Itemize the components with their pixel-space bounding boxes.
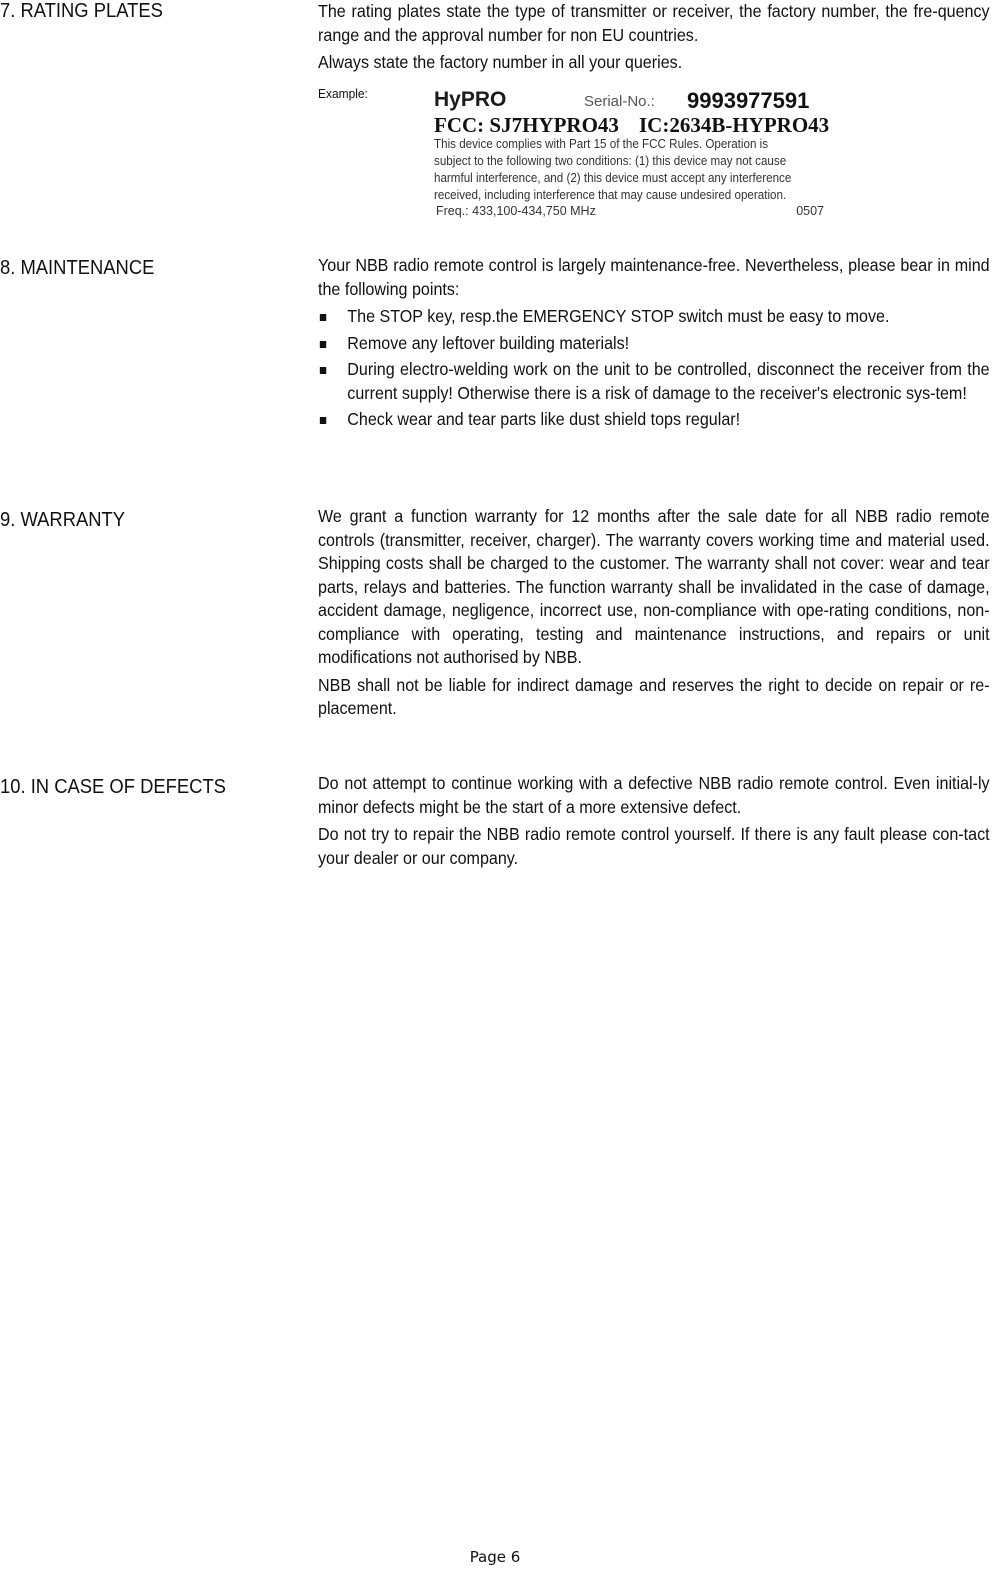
warranty-paragraph-1: We grant a function warranty for 12 months after the sale date for all NBB radio remote controls (transmitter, receiver, charger). The warranty covers working time and material used. Shipping costs shall be charged to the customer. The warranty shall not cover: wear and tear parts, relays and batteries. The function warranty shall be invalidated in the case of damage, accident damage, negligence, incorrect use, non-compliance with ope-rating conditions, non-compliance with operating, testing and maintenance instructions, and repairs or unit modifications not authorised by NBB. (318, 506, 990, 667)
defects-paragraph-1: Do not attempt to continue working with a defective NBB radio remote control. Even initial-ly minor defects might be the start of a more extensive defect. (318, 773, 990, 817)
maintenance-bullet-list (318, 305, 990, 432)
plate-serial-number: 9993977591 (687, 88, 810, 113)
heading-warranty: 9. WARRANTY (0, 509, 126, 531)
plate-compliance-line-3: harmful interference, and (2) this device must accept any interference (434, 171, 792, 185)
defects-paragraph-2: Do not try to repair the NBB radio remote control yourself. If there is any fault please con-tact your dealer or our company. (318, 824, 990, 868)
heading-rating-plates: 7. RATING PLATES (0, 0, 163, 22)
plate-compliance-line-2: subject to the following two conditions: (1) this device may not cause (434, 154, 787, 168)
maintenance-paragraph-1: Your NBB radio remote control is largely maintenance-free. Nevertheless, please bear in mind the following points: (318, 255, 990, 299)
plate-code: 0507 (796, 204, 824, 218)
plate-brand: HyPRO (434, 88, 507, 111)
square-bullet-icon (320, 314, 326, 321)
plate-fcc-id: FCC: SJ7HYPRO43 (434, 113, 619, 137)
rating-plates-paragraph-2: Always state the factory number in all your queries. (318, 52, 683, 72)
heading-maintenance: 8. MAINTENANCE (0, 257, 155, 279)
defects-body (318, 772, 990, 874)
plate-compliance-line-1: This device complies with Part 15 of the FCC Rules. Operation is (434, 137, 769, 151)
heading-in-case-of-defects: 10. IN CASE OF DEFECTS (0, 776, 226, 798)
plate-serial-label: Serial-No.: (584, 93, 655, 110)
maintenance-bullet-text: Remove any leftover building materials! (347, 332, 630, 353)
square-bullet-icon (320, 367, 326, 374)
page-number: Page 6 (469, 1548, 521, 1566)
warranty-body (318, 505, 990, 725)
plate-compliance-line-4: received, including interference that may cause undesired operation. (434, 188, 787, 202)
plate-frequency: Freq.: 433,100-434,750 MHz (436, 204, 596, 218)
plate-ic-id: IC:2634B-HYPRO43 (639, 113, 830, 137)
maintenance-bullet-item (318, 332, 990, 356)
warranty-paragraph-2: NBB shall not be liable for indirect damage and reserves the right to decide on repair or re-placement. (318, 674, 990, 718)
rating-plates-body (318, 0, 990, 79)
square-bullet-icon (320, 417, 326, 424)
maintenance-bullet-item (318, 305, 990, 329)
rating-plate-image (434, 86, 854, 222)
maintenance-bullet-item (318, 358, 990, 405)
square-bullet-icon (320, 341, 326, 348)
maintenance-body (318, 254, 990, 435)
example-label: Example: (318, 86, 368, 101)
maintenance-bullet-text: The STOP key, resp.the EMERGENCY STOP switch must be easy to move. (347, 306, 890, 326)
maintenance-bullet-text: Check wear and tear parts like dust shield tops regular! (347, 409, 741, 429)
maintenance-bullet-item (318, 408, 990, 432)
maintenance-bullet-text: During electro-welding work on the unit to be controlled, disconnect the receiver from the current supply! Otherwise there is a risk of damage to the receiver's electronic sys-tem! (347, 359, 990, 403)
rating-plates-paragraph-1: The rating plates state the type of transmitter or receiver, the factory number, the fre-quency range and the approval number for non EU countries. (318, 1, 990, 45)
